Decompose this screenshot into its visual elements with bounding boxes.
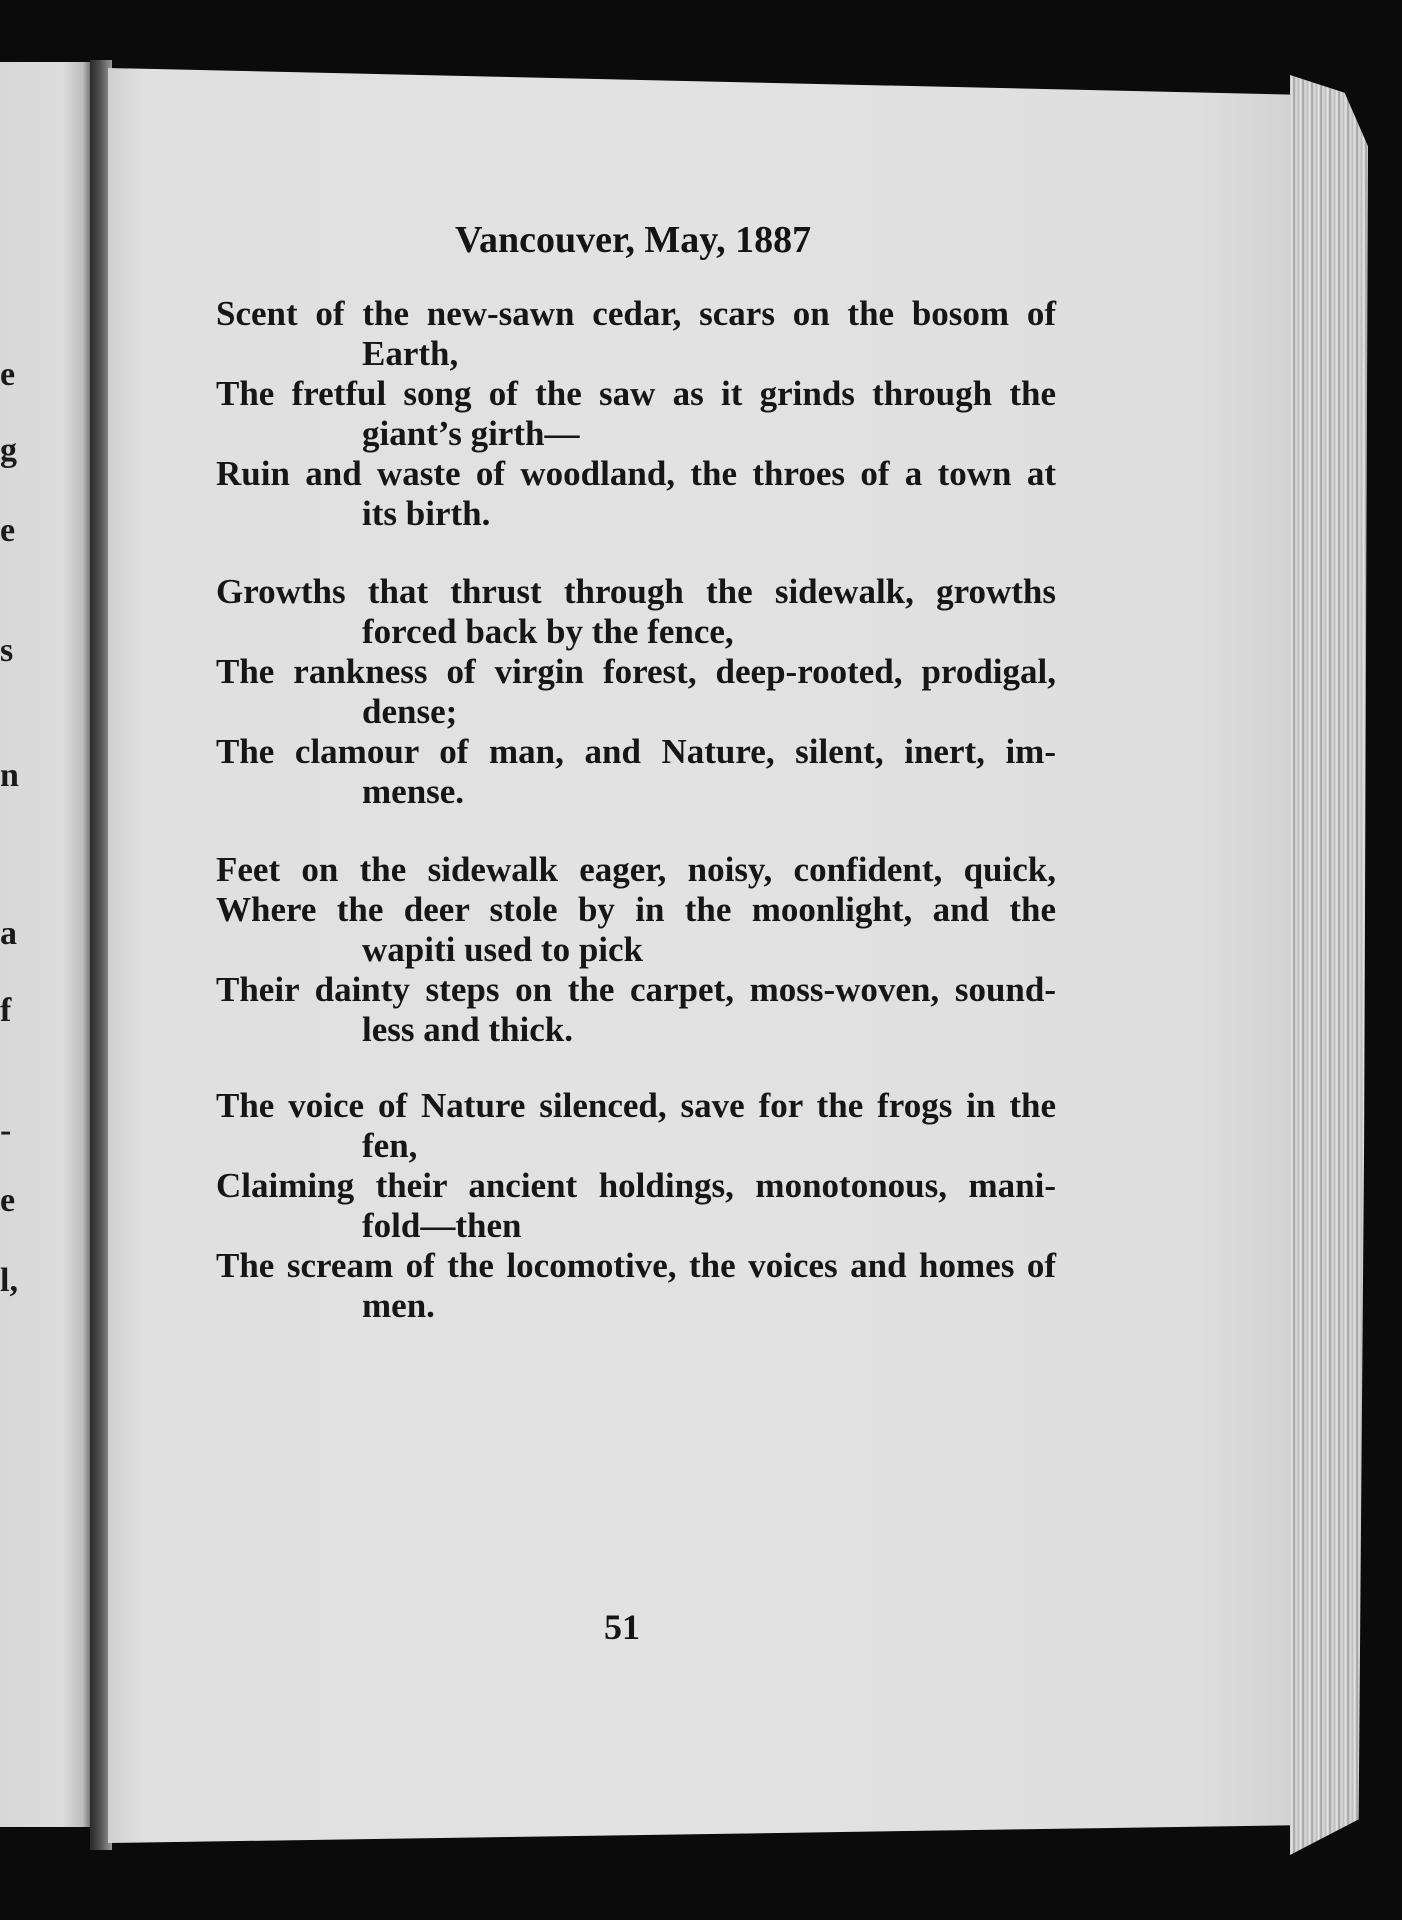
poem-line: Their dainty steps on the carpet, moss-woven, sound-	[216, 970, 1056, 1009]
margin-char: e	[0, 1182, 16, 1219]
poem-line: The rankness of virgin forest, deep-rooted, prodigal,	[216, 652, 1056, 691]
poem-line: fold—then	[362, 1206, 522, 1245]
left-facing-page	[0, 62, 90, 1827]
margin-char: n	[0, 757, 19, 794]
margin-char: s	[0, 632, 14, 669]
poem-line: The scream of the locomotive, the voices and homes of	[216, 1246, 1056, 1285]
margin-char: e	[0, 356, 16, 393]
poem-line: mense.	[362, 772, 465, 811]
poem-line: its birth.	[362, 494, 491, 533]
page-edges	[1290, 75, 1368, 1855]
poem-line: giant’s girth—	[362, 414, 580, 453]
stanza	[216, 572, 1056, 812]
poem-line: men.	[362, 1286, 435, 1325]
poem-line: Ruin and waste of woodland, the throes of a town at	[216, 454, 1056, 493]
poem-line: The clamour of man, and Nature, silent, inert, im-	[216, 732, 1056, 771]
margin-char: a	[0, 915, 17, 952]
poem-line: Claiming their ancient holdings, monotonous, mani-	[216, 1166, 1056, 1205]
stanza	[216, 850, 1056, 1050]
poem-line: fen,	[362, 1126, 418, 1165]
poem-line: Where the deer stole by in the moonlight, and the	[216, 890, 1056, 929]
poem-title: Vancouver, May, 1887	[455, 219, 812, 261]
poem-line: The fretful song of the saw as it grinds through the	[216, 374, 1056, 413]
stanza	[216, 1086, 1056, 1326]
margin-char: l,	[0, 1262, 18, 1299]
poem-line: Growths that thrust through the sidewalk, growths	[216, 572, 1056, 611]
poem-line: wapiti used to pick	[362, 930, 644, 969]
margin-char: e	[0, 512, 16, 549]
poem-line: The voice of Nature silenced, save for the frogs in the	[216, 1086, 1056, 1125]
margin-char: f	[0, 992, 12, 1029]
poem-line: Earth,	[362, 334, 459, 373]
poem-line: Feet on the sidewalk eager, noisy, confident, quick,	[216, 850, 1056, 889]
poem-line: Scent of the new-sawn cedar, scars on the bosom of	[216, 294, 1056, 333]
poem-line: dense;	[362, 692, 458, 731]
page-number: 51	[604, 1607, 640, 1647]
margin-char: -	[0, 1112, 12, 1149]
poem-line: less and thick.	[362, 1010, 574, 1049]
stanza	[216, 294, 1056, 534]
poem-line: forced back by the fence,	[362, 612, 734, 651]
margin-char: g	[0, 432, 17, 469]
